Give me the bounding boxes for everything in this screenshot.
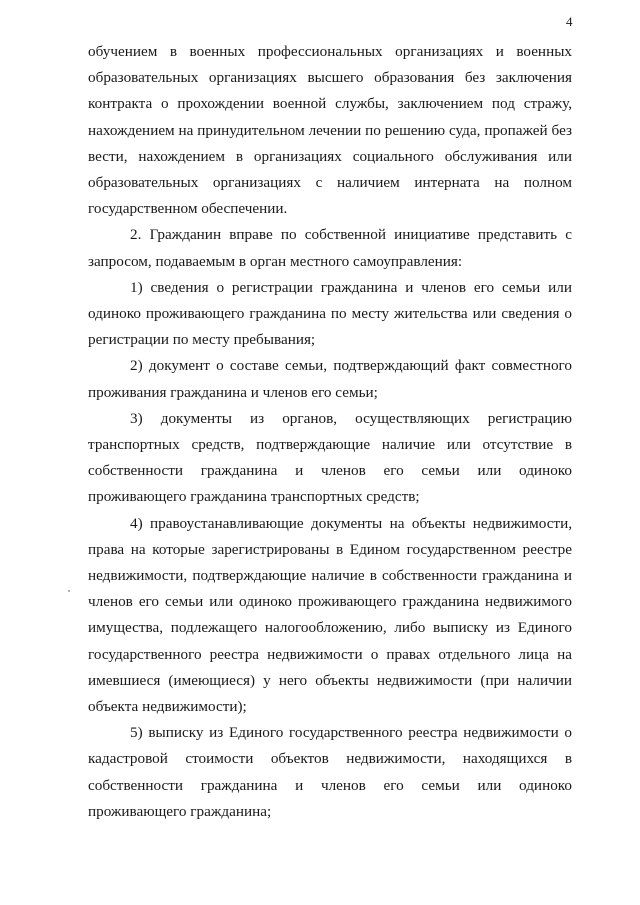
list-item-1: 1) сведения о регистрации гражданина и членов его семьи или одиноко проживающего гражданина по месту жительства или сведения о регистрации по месту пребывания; [88, 278, 572, 349]
document-body [88, 39, 572, 825]
list-item-4: 4) правоустанавливающие документы на объекты недвижимости, права на которые зарегистрированы в Едином государственном реестре недвижимости, подтверждающие наличие в собственности гражданина и членов его семьи или одиноко проживающего гражданина недвижимого имущества, подлежащего налогообложению, либо выписку из Единого государственного реестра недвижимости о правах отдельного лица на имевшиеся (имеющиеся) у него объекты недвижимости (при наличии объекта недвижимости); [88, 514, 572, 716]
list-item-5: 5) выписку из Единого государственного реестра недвижимости о кадастровой стоимости объектов недвижимости, находящихся в собственности гражданина и членов его семьи или одиноко проживающего гражданина; [88, 724, 572, 820]
paragraph-clause-2: 2. Гражданин вправе по собственной инициативе представить с запросом, подаваемым в орган местного самоуправления: [88, 226, 572, 270]
page-number: 4 [566, 14, 573, 29]
list-item-3: 3) документы из органов, осуществляющих регистрацию транспортных средств, подтверждающие наличие или отсутствие в собственности гражданина и членов его семьи или одиноко проживающего гражданина транспортных средств; [88, 409, 572, 506]
scan-speck [68, 590, 70, 592]
list-item-2: 2) документ о составе семьи, подтверждающий факт совместного проживания гражданина и членов его семьи; [88, 357, 572, 401]
paragraph-continuation: обучением в военных профессиональных организациях и военных образовательных организациях высшего образования без заключения контракта о прохождении военной службы, заключением под стражу, нахождением на принудительном лечении по решению суда, пропажей без вести, нахождением в организациях социального обслуживания или образовательных организациях с наличием интерната на полном государственном обеспечении. [88, 43, 572, 218]
